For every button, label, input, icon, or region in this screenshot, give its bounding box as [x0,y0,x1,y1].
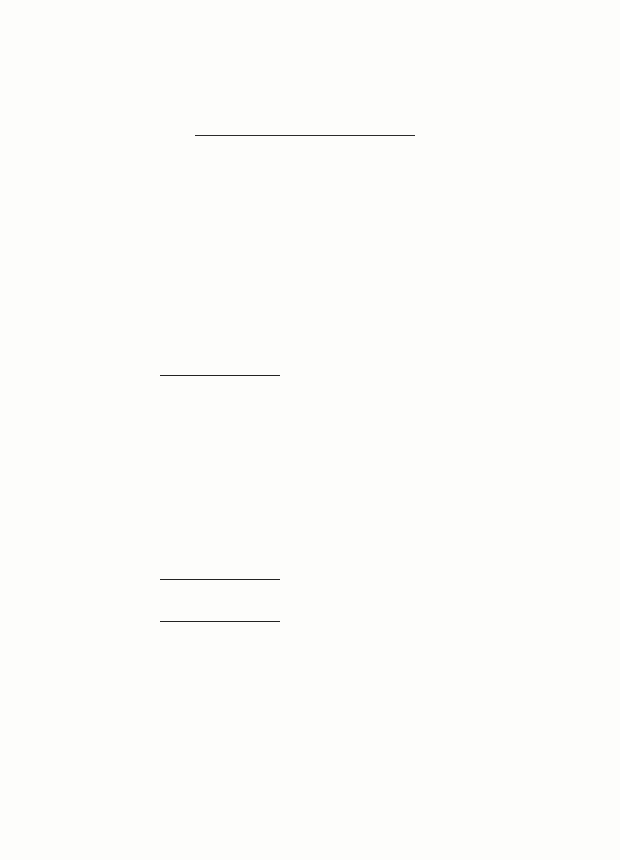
subject-label [88,94,124,130]
list-item [92,420,562,439]
header-rule [195,135,415,136]
entry-role [262,628,562,647]
section-title [160,607,280,622]
entry-role [262,534,562,553]
section-heading [92,604,562,624]
list-item [92,685,562,704]
list-item [92,666,562,685]
list-item [92,496,562,534]
entry-name [92,704,252,723]
entry-name [92,534,252,553]
section-vice-chairs [92,604,562,818]
entry-role [262,685,562,704]
list-item [92,647,562,666]
entry-name [92,685,252,704]
entry-role [262,477,562,496]
section-title [160,361,280,376]
section-heading [92,562,562,582]
entry-role [262,742,562,761]
entry-role [262,382,562,401]
entry-role [262,458,562,477]
entry-name [92,666,252,685]
list-item [92,628,562,647]
entry-name [92,420,252,439]
list-item [92,439,562,458]
entry-name [92,723,252,742]
entry-name [92,799,252,818]
list-item [92,534,562,553]
entry-name [92,458,252,477]
entry-role [262,723,562,742]
list-item [92,742,562,761]
entry-role [262,586,562,605]
section-heading [92,358,562,378]
entry-role [262,704,562,723]
entry-name [92,780,252,799]
entry-name [92,496,252,534]
subject-block [88,94,558,130]
section-chair [92,562,562,605]
entry-role [262,761,562,780]
purpose-paragraph [88,294,558,352]
entry-name [92,761,252,780]
document-header [0,52,620,96]
entry-role [262,647,562,666]
entry-role [262,439,562,458]
entry-name [92,382,252,401]
entry-name [92,742,252,761]
page-continuation-mark [480,804,544,818]
entry-role [262,401,562,420]
entry-role [262,496,562,534]
subject-text [138,94,558,130]
list-item [92,761,562,780]
entry-name [92,439,252,458]
entry-name [92,401,252,420]
intro-paragraph [88,158,558,278]
entry-role [262,780,562,799]
list-item [92,401,562,420]
issuer-line [0,52,620,68]
list-item [92,723,562,742]
section-title [160,565,280,580]
list-item [92,586,562,605]
entry-name [92,586,252,605]
list-item [92,458,562,477]
document-number [0,74,620,90]
list-item [92,780,562,799]
entry-name [92,477,252,496]
list-item [92,704,562,723]
list-item [92,382,562,401]
entry-name [92,628,252,647]
entry-role [262,666,562,685]
entry-name [92,647,252,666]
list-item [92,477,562,496]
entry-role [262,420,562,439]
